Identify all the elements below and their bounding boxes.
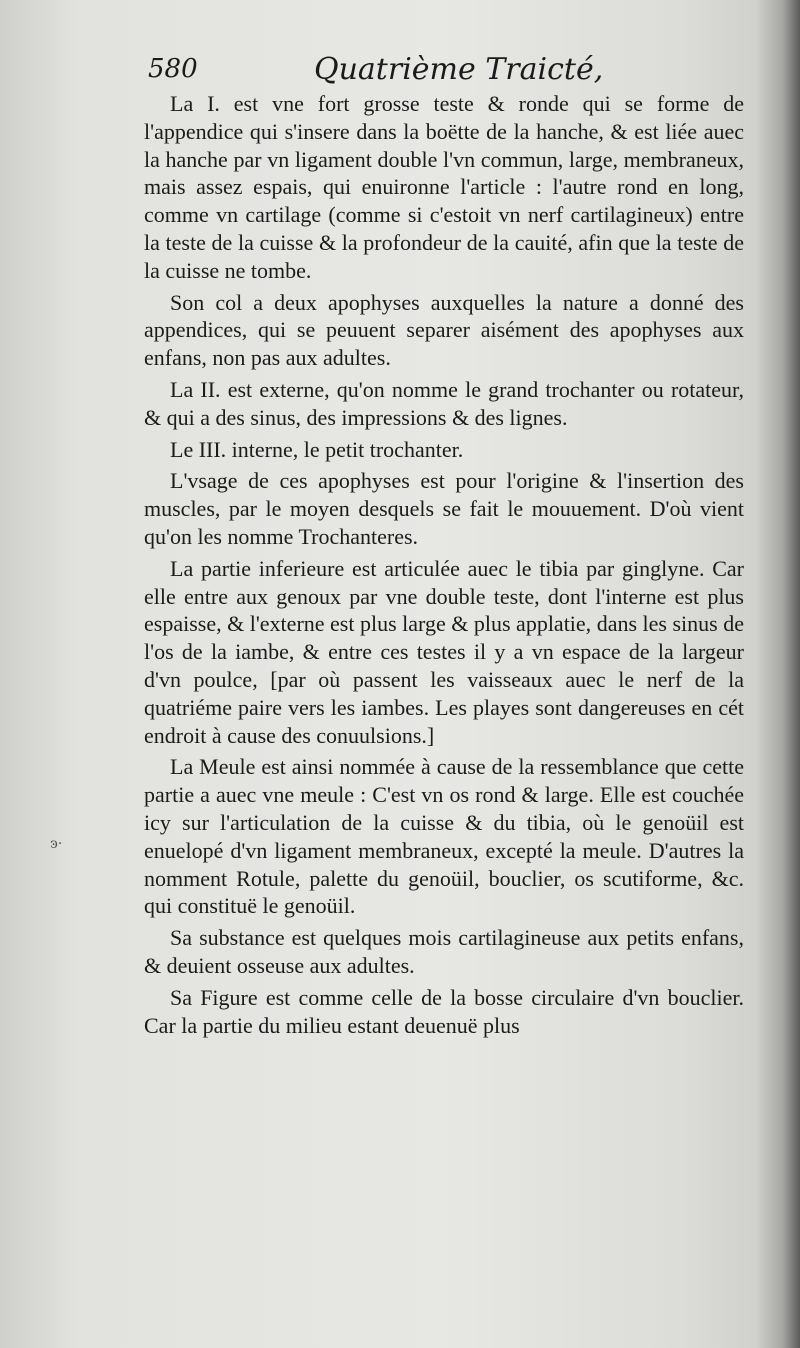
paragraph: La partie inferieure est articulée auec le tibia par ginglyne. Car elle entre aux genoux par vne double teste, dont l'interne est plus espaisse, & l'externe est plus large & plus applatie, dans les sinus de l'os de la iambe, & entre ces testes il y a vn espace de la largeur d'vn poulce, [par où passent les vaisseaux auec le nerf de la quatriéme paire vers les iambes. Les playes sont dangereuses en cét endroit à cause des conuulsions.] bbox=[144, 555, 744, 748]
paragraph: Sa Figure est comme celle de la bosse circulaire d'vn bouclier. Car la partie du milieu estant deuenuë plus bbox=[144, 984, 744, 1038]
paragraph: La I. est vne fort grosse teste & ronde qui se forme de l'appendice qui s'insere dans la boëtte de la hanche, & est liée auec la hanche par vn ligament double l'vn commun, large, membraneux, mais assez espais, qui enuironne l'article : l'autre rond en long, comme vn cartilage (comme si c'estoit vn nerf cartilagineux) entre la teste de la cuisse & la profondeur de la cauité, afin que la teste de la cuisse ne tombe. bbox=[144, 91, 744, 283]
paragraph: Son col a deux apophyses auxquelles la nature a donné des appendices, qui se peuuent separer aisément des apophyses aux enfans, non pas aux adultes. bbox=[144, 289, 744, 371]
paragraph: La Meule est ainsi nommée à cause de la ressemblance que cette partie a auec vne meule : C'est vn os rond & large. Elle est couchée icy sur l'articulation de la cuisse & du tibia, où le genoüil est enuelopé d'vn ligament membraneux, excepté la meule. D'autres la nomment Rotule, palette du genoüil, bouclier, os scutiforme, &c. qui constituë le genoüil. bbox=[144, 754, 744, 919]
paragraph: L'vsage de ces apophyses est pour l'origine & l'insertion des muscles, par le moyen desquels se fait le mouuement. D'où vient qu'on les nomme Trochanteres. bbox=[144, 468, 744, 549]
body-text bbox=[144, 90, 744, 1043]
paragraph: Le III. interne, le petit trochanter. bbox=[170, 436, 464, 462]
margin-mark: ͽ· bbox=[50, 836, 63, 852]
running-head: Quatrième Traicté, bbox=[314, 52, 604, 87]
paragraph: La II. est externe, qu'on nomme le grand trochanter ou rotateur, & qui a des sinus, des impressions & des lignes. bbox=[144, 376, 744, 430]
paragraph: Sa substance est quelques mois cartilagineuse aux petits enfans, & deuient osseuse aux adultes. bbox=[144, 925, 744, 978]
page-edge-shadow bbox=[756, 0, 800, 1348]
page-number: 580 bbox=[148, 54, 198, 84]
